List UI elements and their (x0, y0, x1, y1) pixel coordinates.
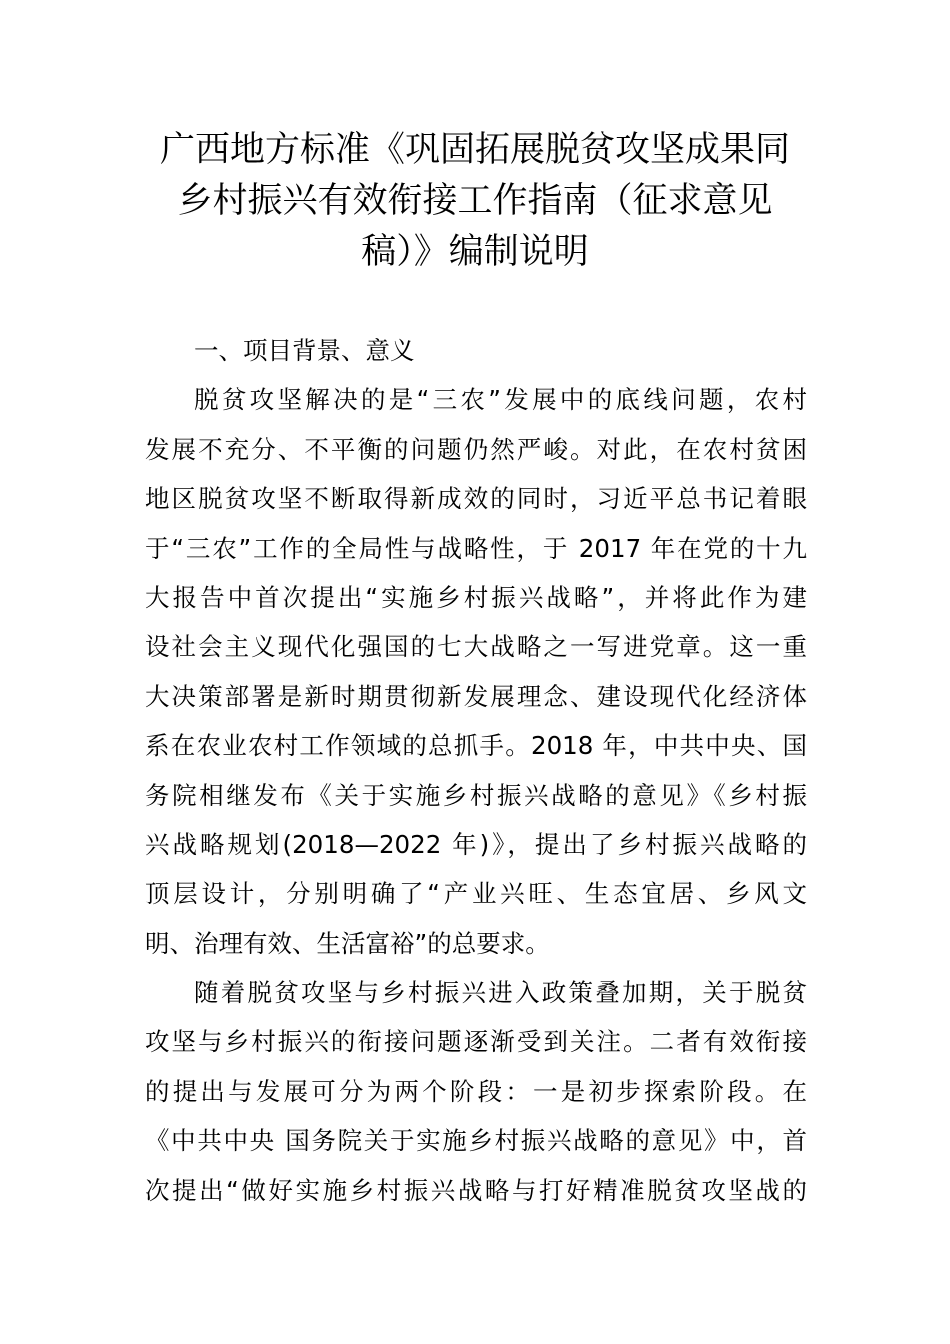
text-line: 系在农业农村工作领域的总抓手。2018 年，中共中央、国 (145, 731, 807, 761)
text-line: 脱贫攻坚解决的是“三农”发展中的底线问题，农村 (194, 385, 807, 415)
section-heading: 一、项目背景、意义 (194, 336, 415, 365)
text-line: 兴战略规划(2018—2022 年)》，提出了乡村振兴战略的 (145, 829, 807, 859)
text-line: 攻坚与乡村振兴的衔接问题逐渐受到关注。二者有效衔接 (145, 1027, 807, 1057)
text-line: 大报告中首次提出“实施乡村振兴战略”，并将此作为建 (145, 582, 807, 612)
document-body (145, 326, 807, 1215)
text-line: 地区脱贫攻坚不断取得新成效的同时，习近平总书记着眼 (145, 484, 807, 514)
document-title (150, 125, 800, 278)
text-line: 发展不充分、不平衡的问题仍然严峻。对此，在农村贫困 (145, 434, 807, 464)
paragraph-connection (145, 968, 807, 1215)
title-line: 稿）》编制说明 (361, 232, 589, 272)
text-line: 随着脱贫攻坚与乡村振兴进入政策叠加期，关于脱贫 (194, 978, 807, 1008)
paragraph-background (145, 375, 807, 968)
text-line: 顶层设计，分别明确了“产业兴旺、生态宜居、乡风文 (145, 879, 807, 909)
text-line: 于“三农”工作的全局性与战略性，于 2017 年在党的十九 (145, 533, 807, 563)
title-line: 乡村振兴有效衔接工作指南（征求意见 (177, 181, 773, 221)
text-line: 大决策部署是新时期贯彻新发展理念、建设现代化经济体 (145, 681, 807, 711)
text-line: 次提出“做好实施乡村振兴战略与打好精准脱贫攻坚战的 (145, 1175, 807, 1205)
text-line: 的提出与发展可分为两个阶段：一是初步探索阶段。在 (145, 1076, 807, 1106)
text-line: 设社会主义现代化强国的七大战略之一写进党章。这一重 (145, 632, 807, 662)
text-line: 明、治理有效、生活富裕”的总要求。 (145, 928, 550, 958)
title-line: 广西地方标准《巩固拓展脱贫攻坚成果同 (159, 130, 790, 170)
text-line: 务院相继发布《关于实施乡村振兴战略的意见》《乡村振 (145, 780, 807, 810)
text-line: 《中共中央 国务院关于实施乡村振兴战略的意见》中，首 (145, 1126, 807, 1156)
